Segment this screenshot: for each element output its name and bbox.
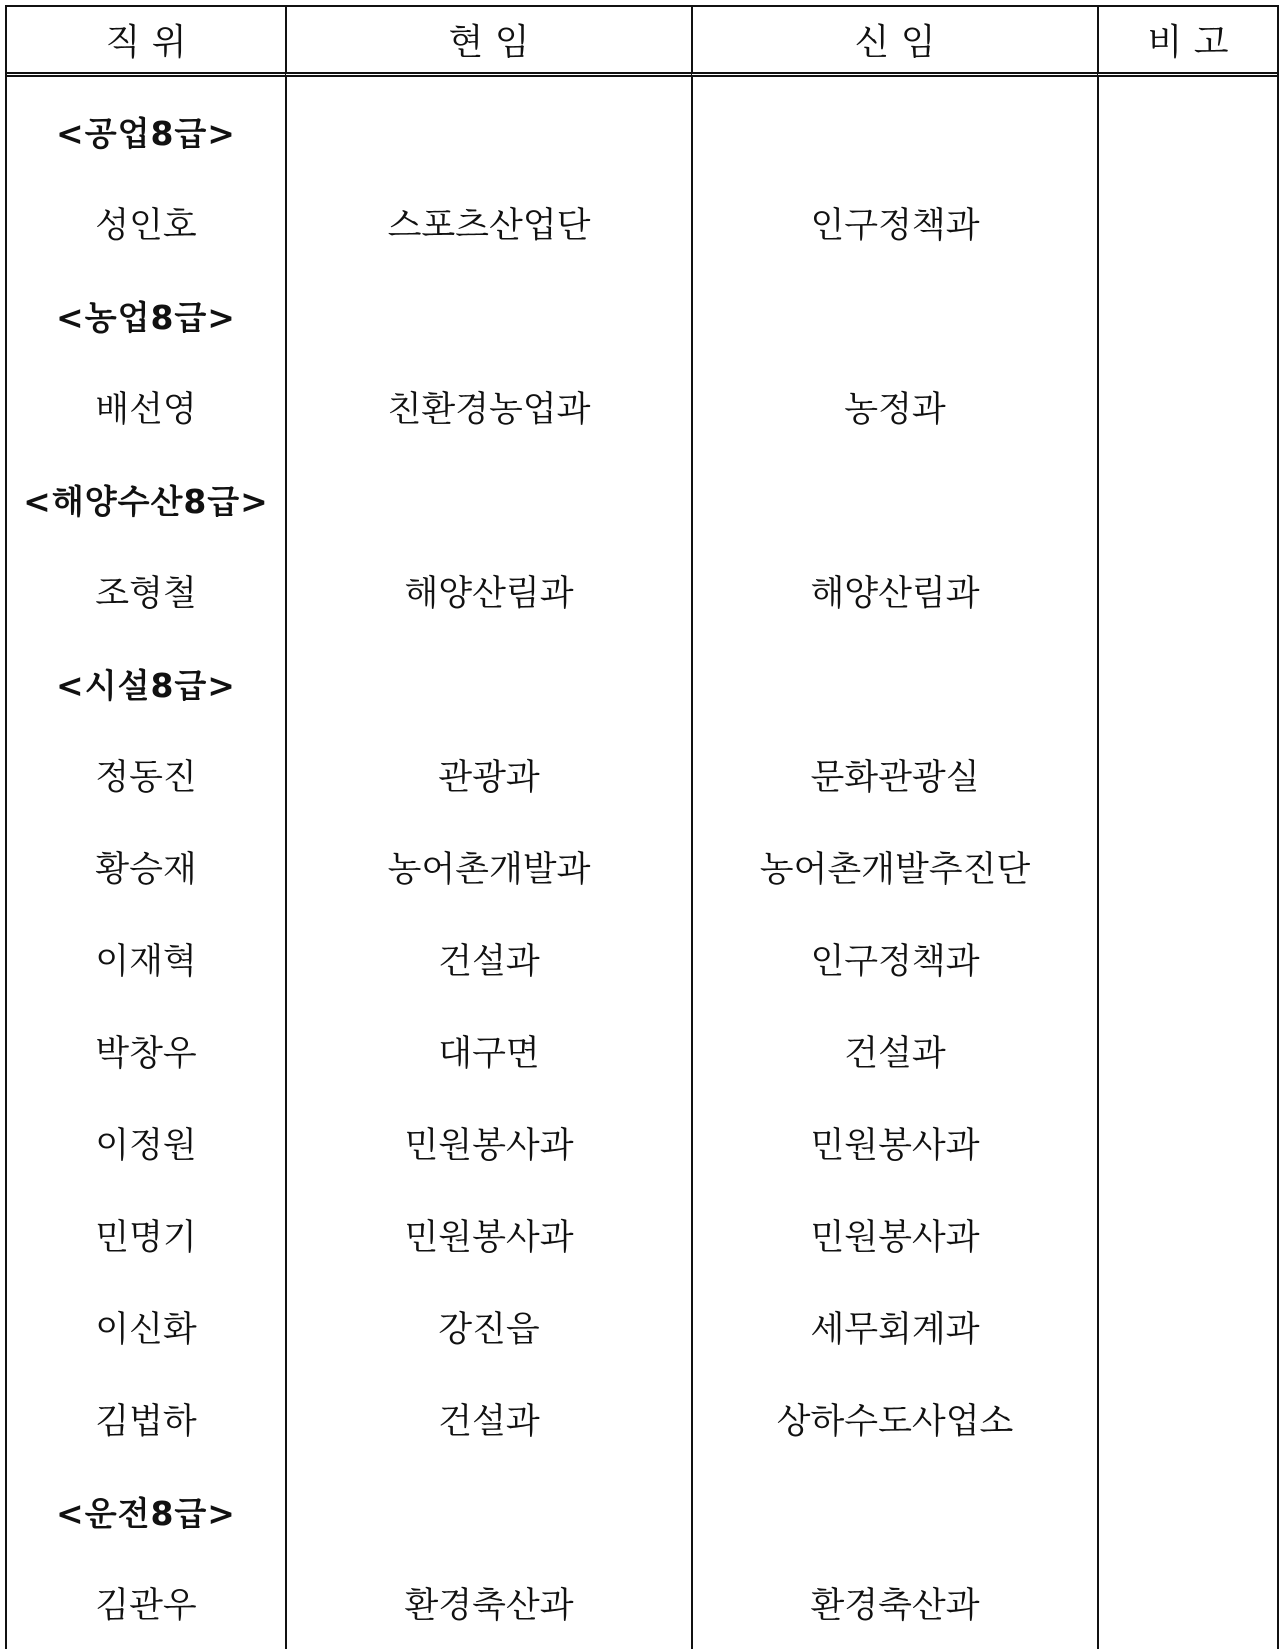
- current-dept-cell: 농어촌개발과: [285, 821, 691, 913]
- table-row: [7, 1373, 1277, 1465]
- new-dept-cell: 상하수도사업소: [691, 1373, 1097, 1465]
- table-row: [7, 913, 1277, 1005]
- name-cell: 김관우: [95, 1586, 197, 1626]
- note-cell: [1097, 1005, 1277, 1097]
- current-dept-cell: 건설과: [285, 1373, 691, 1465]
- name-cell: 민명기: [95, 1218, 197, 1258]
- empty-cell: [691, 453, 1097, 545]
- note-cell: [1097, 729, 1277, 821]
- new-dept-cell: 환경축산과: [691, 1557, 1097, 1649]
- table-row: [7, 361, 1277, 453]
- name-cell: 이신화: [95, 1310, 197, 1350]
- new-dept-cell: 해양산림과: [691, 545, 1097, 637]
- name-cell: 황승재: [95, 850, 197, 890]
- empty-cell: [1097, 269, 1277, 361]
- note-cell: [1097, 1097, 1277, 1189]
- new-dept-cell: 민원봉사과: [691, 1189, 1097, 1281]
- new-dept-cell: 농정과: [691, 361, 1097, 453]
- name-cell: 박창우: [95, 1034, 197, 1074]
- current-dept-cell: 민원봉사과: [285, 1189, 691, 1281]
- empty-cell: [691, 1465, 1097, 1557]
- name-cell: 이정원: [95, 1126, 197, 1166]
- group-title: <농업8급>: [56, 297, 236, 337]
- empty-cell: [285, 1465, 691, 1557]
- note-cell: [1097, 545, 1277, 637]
- note-cell: [1097, 821, 1277, 913]
- name-cell: 조형철: [95, 574, 197, 614]
- group-row-facilities: [7, 637, 1277, 729]
- empty-cell: [1097, 453, 1277, 545]
- table-row: [7, 1557, 1277, 1649]
- name-cell: 이재혁: [95, 942, 197, 982]
- current-dept-cell: 환경축산과: [285, 1557, 691, 1649]
- group-row-marine: [7, 453, 1277, 545]
- header-current: 현 임: [285, 7, 691, 77]
- name-cell: 정동진: [95, 758, 197, 798]
- table-row: [7, 729, 1277, 821]
- table-header-row: [7, 7, 1277, 77]
- new-dept-cell: 세무회계과: [691, 1281, 1097, 1373]
- note-cell: [1097, 1281, 1277, 1373]
- current-dept-cell: 건설과: [285, 913, 691, 1005]
- table-row: [7, 821, 1277, 913]
- new-dept-cell: 인구정책과: [691, 177, 1097, 269]
- note-cell: [1097, 177, 1277, 269]
- note-cell: [1097, 1557, 1277, 1649]
- new-dept-cell: 건설과: [691, 1005, 1097, 1097]
- note-cell: [1097, 361, 1277, 453]
- current-dept-cell: 스포츠산업단: [285, 177, 691, 269]
- current-dept-cell: 친환경농업과: [285, 361, 691, 453]
- empty-cell: [285, 453, 691, 545]
- table-row: [7, 545, 1277, 637]
- table-body: [7, 77, 1277, 1649]
- header-position: 직 위: [7, 7, 285, 77]
- empty-cell: [691, 637, 1097, 729]
- personnel-roster-page: [5, 5, 1275, 1647]
- table-row: [7, 1097, 1277, 1189]
- group-title: <운전8급>: [56, 1493, 236, 1533]
- current-dept-cell: 민원봉사과: [285, 1097, 691, 1189]
- current-dept-cell: 관광과: [285, 729, 691, 821]
- table-row: [7, 177, 1277, 269]
- empty-cell: [1097, 637, 1277, 729]
- note-cell: [1097, 1189, 1277, 1281]
- table-row: [7, 1281, 1277, 1373]
- empty-cell: [691, 77, 1097, 177]
- note-cell: [1097, 913, 1277, 1005]
- new-dept-cell: 문화관광실: [691, 729, 1097, 821]
- empty-cell: [691, 269, 1097, 361]
- group-title: <시설8급>: [56, 665, 236, 705]
- new-dept-cell: 농어촌개발추진단: [691, 821, 1097, 913]
- table-row: [7, 1005, 1277, 1097]
- name-cell: 김법하: [95, 1402, 197, 1442]
- current-dept-cell: 강진읍: [285, 1281, 691, 1373]
- empty-cell: [285, 77, 691, 177]
- group-row-driving: [7, 1465, 1277, 1557]
- empty-cell: [1097, 1465, 1277, 1557]
- current-dept-cell: 해양산림과: [285, 545, 691, 637]
- new-dept-cell: 민원봉사과: [691, 1097, 1097, 1189]
- header-note: 비 고: [1097, 7, 1277, 77]
- group-row-industry: [7, 77, 1277, 177]
- note-cell: [1097, 1373, 1277, 1465]
- empty-cell: [285, 637, 691, 729]
- empty-cell: [285, 269, 691, 361]
- group-title: <해양수산8급>: [23, 481, 269, 521]
- empty-cell: [1097, 77, 1277, 177]
- name-cell: 성인호: [95, 206, 197, 246]
- current-dept-cell: 대구면: [285, 1005, 691, 1097]
- new-dept-cell: 인구정책과: [691, 913, 1097, 1005]
- header-new: 신 임: [691, 7, 1097, 77]
- group-row-agriculture: [7, 269, 1277, 361]
- group-title: <공업8급>: [56, 113, 236, 153]
- table-row: [7, 1189, 1277, 1281]
- name-cell: 배선영: [95, 390, 197, 430]
- personnel-table: [5, 5, 1279, 1649]
